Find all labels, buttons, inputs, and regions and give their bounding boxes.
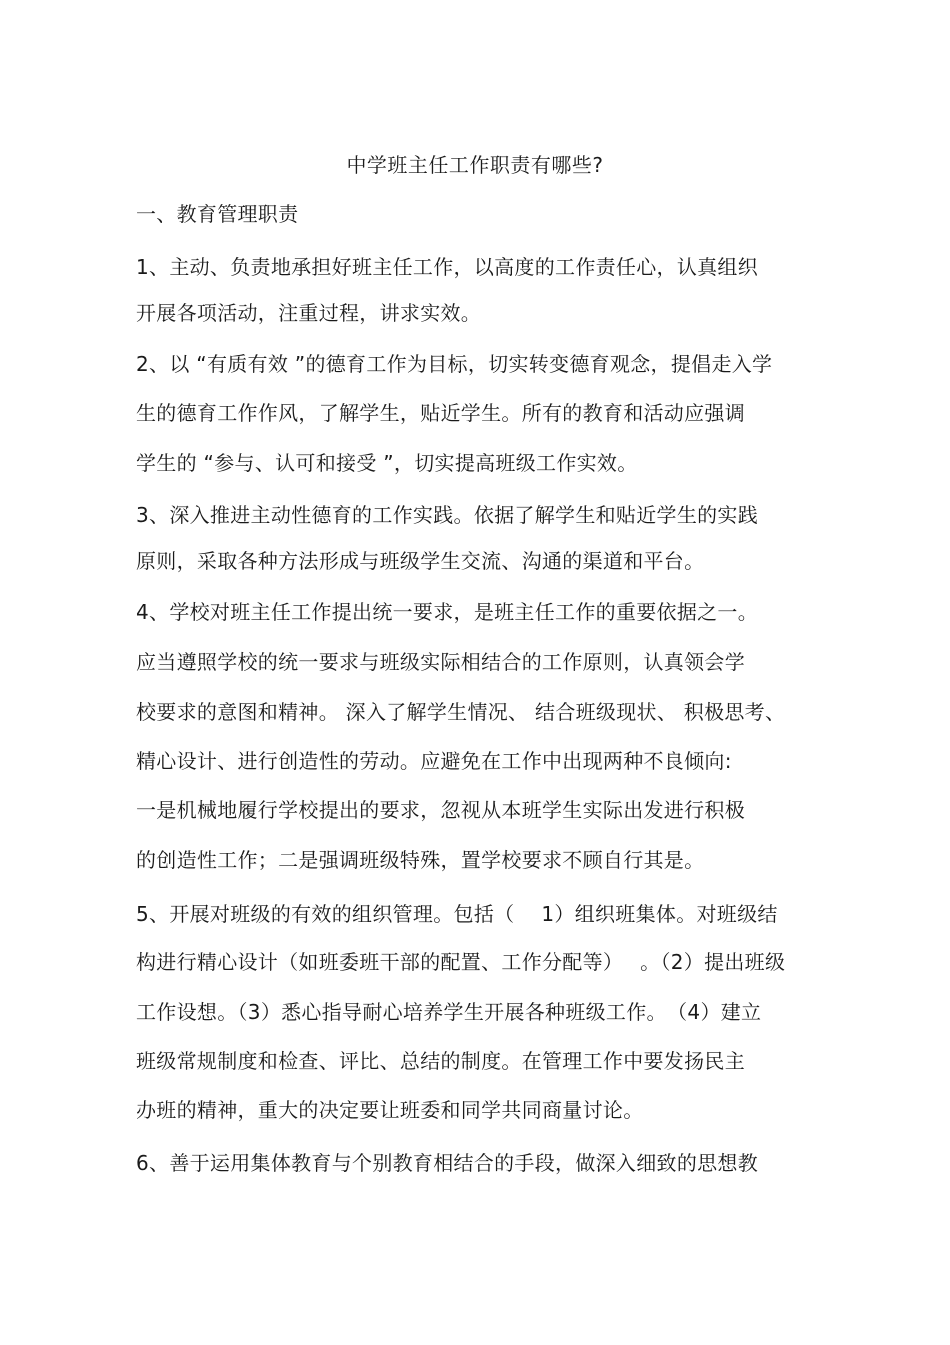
text-line: 生的德育工作作风，了解学生，贴近学生。所有的教育和活动应强调: [136, 401, 745, 425]
text-line: 构进行精心设计（如班委班干部的配置、工作分配等） 。（2）提出班级: [136, 950, 786, 974]
document-title: 中学班主任工作职责有哪些?: [346, 153, 604, 177]
text-line: 6、善于运用集体教育与个别教育相结合的手段，做深入细致的思想教: [136, 1151, 759, 1175]
text-line: 5、开展对班级的有效的组织管理。包括（ 1）组织班集体。对班级结: [136, 902, 778, 926]
text-line: 精心设计、进行创造性的劳动。应避免在工作中出现两种不良倾向:: [136, 749, 732, 773]
section-heading: 一、教育管理职责: [136, 202, 299, 226]
text-line: 学生的 “参与、认可和接受 ”，切实提高班级工作实效。: [136, 451, 638, 475]
text-line: 的创造性工作；二是强调班级特殊，置学校要求不顾自行其是。: [136, 848, 705, 872]
text-line: 原则，采取各种方法形成与班级学生交流、沟通的渠道和平台。: [136, 549, 705, 573]
text-line: 4、学校对班主任工作提出统一要求，是班主任工作的重要依据之一。: [136, 600, 759, 624]
text-line: 3、深入推进主动性德育的工作实践。依据了解学生和贴近学生的实践: [136, 503, 759, 527]
text-line: 1、主动、负责地承担好班主任工作，以高度的工作责任心，认真组织: [136, 255, 759, 279]
text-line: 2、以 “有质有效 ”的德育工作为目标，切实转变德育观念，提倡走入学: [136, 352, 773, 376]
text-line: 办班的精神，重大的决定要让班委和同学共同商量讨论。: [136, 1098, 644, 1122]
text-line: 班级常规制度和检查、评比、总结的制度。在管理工作中要发扬民主: [136, 1049, 745, 1073]
text-line: 应当遵照学校的统一要求与班级实际相结合的工作原则，认真领会学: [136, 650, 745, 674]
text-line: 校要求的意图和精神。 深入了解学生情况、 结合班级现状、 积极思考、: [136, 700, 786, 724]
text-line: 一是机械地履行学校提出的要求，忽视从本班学生实际出发进行积极: [136, 798, 745, 822]
text-line: 开展各项活动，注重过程，讲求实效。: [136, 301, 482, 325]
text-line: 工作设想。（3）悉心指导耐心培养学生开展各种班级工作。 （4）建立: [136, 1000, 762, 1024]
